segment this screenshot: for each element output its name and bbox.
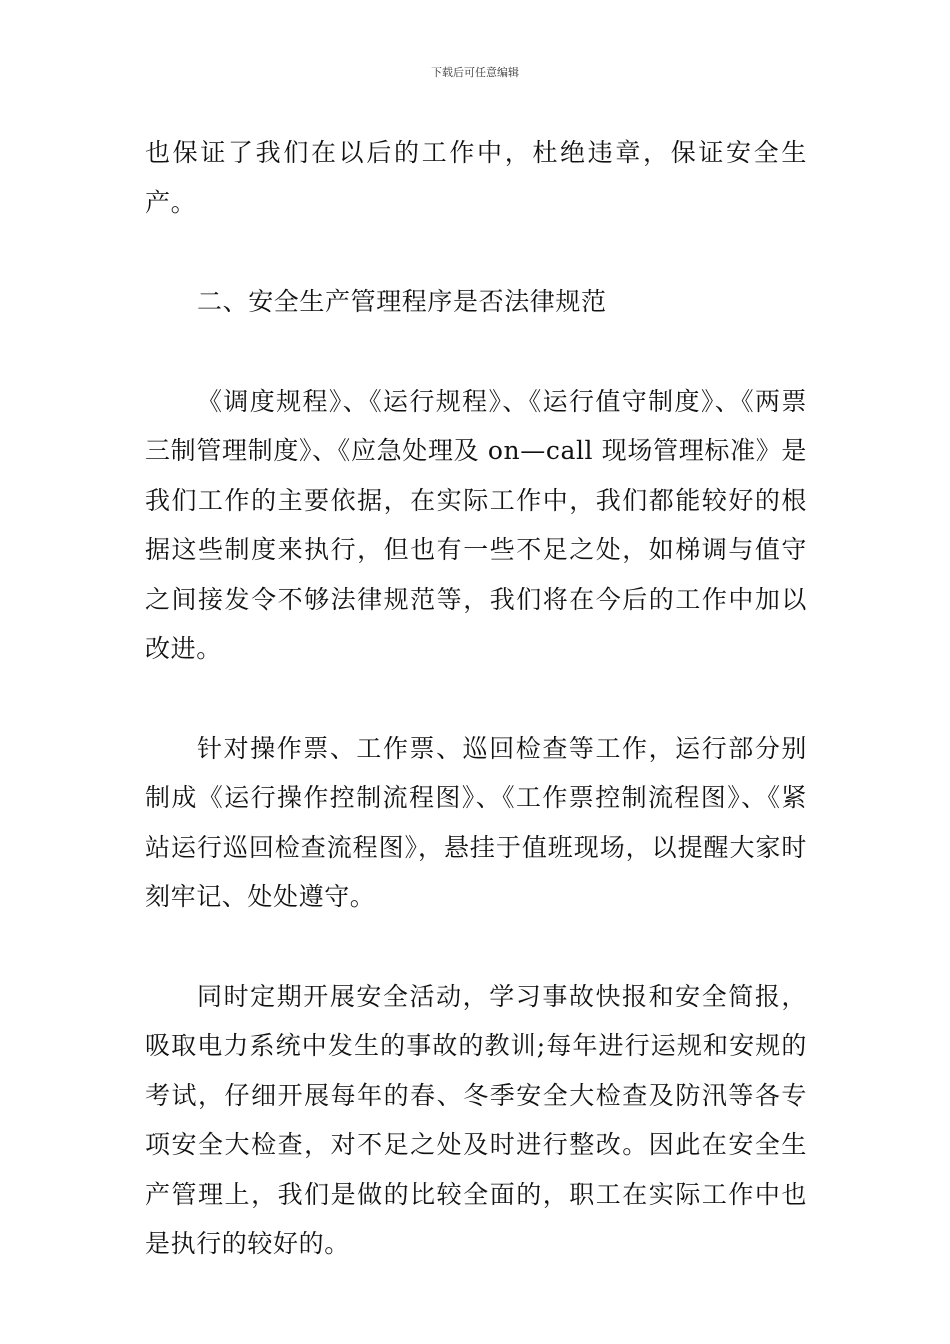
paragraph-continuation: 也保证了我们在以后的工作中，杜绝违章，保证安全生产。 (145, 138, 807, 217)
paragraph-flowcharts: 针对操作票、工作票、巡回检查等工作，运行部分别制成《运行操作控制流程图》、《工作票控制流程图》、《紧站运行巡回检查流程图》，悬挂于值班现场，以提醒大家时刻牢记、处处遵守。 (145, 733, 807, 911)
document-body (145, 128, 807, 1269)
section-heading: 二、安全生产管理程序是否法律规范 (197, 287, 607, 316)
page-header: 下载后可任意编辑 (431, 66, 519, 79)
paragraph-safety-activities: 同时定期开展安全活动，学习事故快报和安全简报，吸取电力系统中发生的事故的教训;每年进行运规和安规的考试，仔细开展每年的春、冬季安全大检查及防汛等各专项安全大检查，对不足之处及时进行整改。因此在安全生产管理上，我们是做的比较全面的，职工在实际工作中也是执行的较好的。 (145, 981, 807, 1258)
paragraph-regulations: 《调度规程》、《运行规程》、《运行值守制度》、《两票三制管理制度》、《应急处理及 on—call 现场管理标准》是我们工作的主要依据，在实际工作中，我们都能较好的根据这些制度来执行，但也有一些不足之处，如梯调与值守之间接发令不够法律规范等，我们将在今后的工作中加以改进。 (145, 386, 807, 663)
